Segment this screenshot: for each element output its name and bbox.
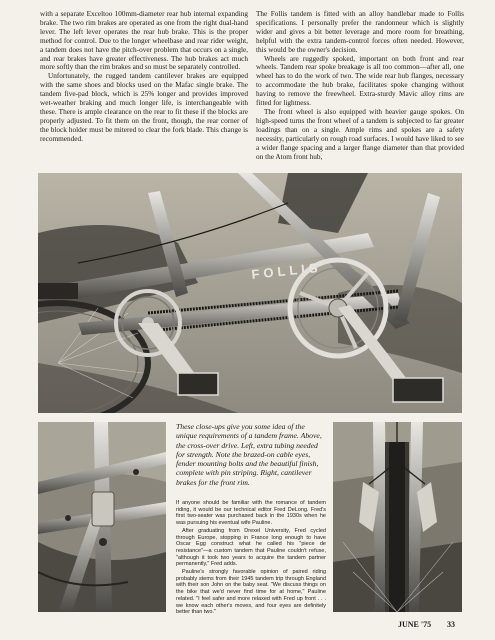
paragraph: The front wheel is also equipped with heavier gauge spokes. On high-speed turns the front wheel of a tandem is subjected to far greater loadings than on a single. Ample rims and spokes are a safety necessity, particularly on rough road surfaces. I would have liked to see a wider flange spacing and a larger flange diameter than that provided on the Atom front hub, <box>256 107 464 161</box>
paragraph: Wheels are ruggedly spoked, important on both front and rear wheels. Tandem rear spoke breakage is all too common—after all, one wheel has to do the work of two. The wide rear hub flanges, necessary to accommodate the hub brake, facilitates spoke changing without having to remove the freewheel. Extra-sturdy Mavic alloy rims are fitted for lightness. <box>256 54 464 108</box>
paragraph: The Follis tandem is fitted with an alloy handlebar made to Follis specifications. I personally prefer the randonneur which is slightly wider and gives a bit better leverage and more room for breathing, helpful with the extra tandem-control forces often needed. However, this would be the owner's decision. <box>256 10 464 54</box>
paragraph: Unfortunately, the rugged tandem cantilever brakes are equipped with the same shoes and blocks used on the Mafac single brake. The tandem five-pad block, which is 25% longer and provides improved wet-weather braking and much longer life, is interchangeable with these. There is ample clearance on the rear to fit these if the blocks are properly adjusted. To fit them on the front, though, the rear corner of the block holder must be mitered to clear the fork blade. This change is recommended. <box>40 72 248 143</box>
photo-caption: These close-ups give you some idea of the unique requirements of a tandem frame. Above, the cross-over drive. Left, extra tubing needed for strength. Note the brazed-on cable eyes, fender mounting bolts and the beautiful finish, complete with pin striping. Right, cantilever brakes for the front rim. <box>176 422 322 487</box>
sidebar-paragraph: After graduating from Drexel University, Fred cycled through Europe, stopping in France long enough to have Oscar Egg construct what he called his "piece de resistance"—a custom tandem that Pauline couldn't refuse, "although it took two years to acquire the tandem partner permanently," Fred adds. <box>176 527 326 568</box>
paragraph: with a separate Exceltoo 100mm-diameter rear hub internal expanding brake. The two rim brakes are operated as one from the right dual-hand lever. The left lever operates the rear hub brake. This is the proper method for control. Due to the longer wheelbase and rear rider weight, a tandem does not have the pitch-over problem that occurs on a single, and rear brakes have greater effectiveness. The hub brakes act much more softly than the rim brakes and so must be separately controlled. <box>40 10 248 72</box>
issue-date: JUNE '75 <box>398 620 432 629</box>
chainring-label: FOLLIS <box>250 259 323 282</box>
extra-tubing-photo <box>38 422 166 612</box>
page-number: 33 <box>447 620 455 629</box>
tandem-crossover-drive-photo <box>38 173 462 413</box>
cantilever-brake-photo <box>333 422 462 612</box>
sidebar-paragraph: If anyone should be familiar with the romance of tandem riding, it would be our technical editor Fred DeLong. Fred's first two-seater was purchased back in the 1930s when he was pursuing his eventual wife Pauline. <box>176 500 326 527</box>
sidebar-story <box>176 500 326 617</box>
sidebar-paragraph: Pauline's strongly favorable opinion of paired riding probably stems from their 1945 tandem trip through England with their son John on the baby seat. "We discuss things on the bike that we'd never find time for at home," Pauline related. "I feel safer and more relaxed with Fred up front . . . we know each other's moves, and four eyes are definitely better than two." <box>176 569 326 616</box>
article-column-right <box>256 10 464 161</box>
article-column-left <box>40 10 248 144</box>
